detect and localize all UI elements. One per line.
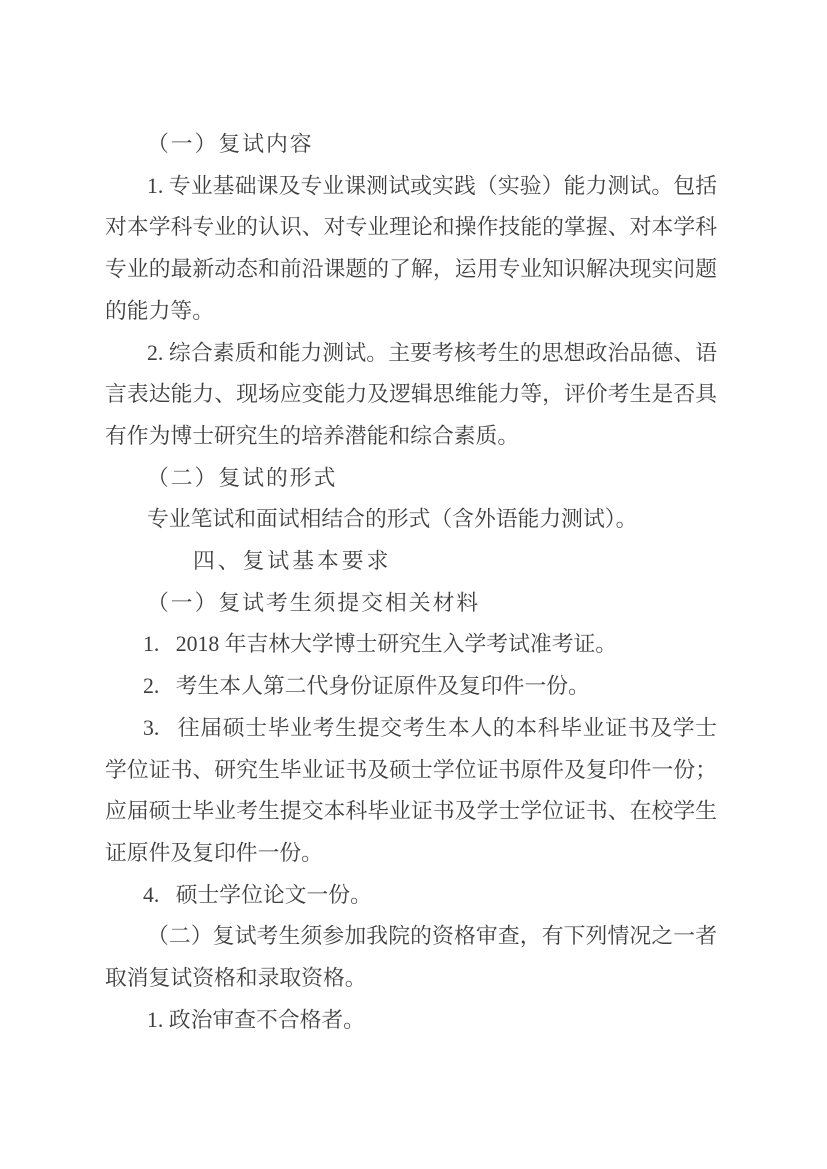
heading-review-content: （一）复试内容 — [147, 132, 314, 156]
heading-review-format: （二）复试的形式 — [147, 465, 338, 490]
heading-required-materials: （一）复试考生须提交相关材料 — [147, 590, 481, 615]
para-review-format-description: 专业笔试和面试相结合的形式（含外语能力测试）。 — [147, 507, 638, 532]
para-political-review-fail: 1. 政治审查不合格者。 — [147, 1007, 365, 1032]
list-item-diploma-certificates: 3. 往届硕士毕业考生提交考生本人的本科毕业证书及学士学位证书、研究生毕业证书及硕士学位证书原件及复印件一份；应届硕士毕业考生提交本科毕业证书及学士学位证书、在校学生证原件及复印件一份。 — [105, 715, 717, 865]
list-item-admission-ticket: 1. 2018 年吉林大学博士研究生入学考试准考证。 — [143, 632, 618, 657]
list-item-id-card: 2. 考生本人第二代身份证原件及复印件一份。 — [143, 674, 590, 699]
para-comprehensive-quality-test: 2. 综合素质和能力测试。主要考核考生的思想政治品德、语言表达能力、现场应变能力及逻辑思维能力等，评价考生是否具有作为博士研究生的培养潜能和综合素质。 — [105, 340, 717, 448]
heading-section-4-basic-requirements: 四、复试基本要求 — [193, 549, 392, 574]
para-qualification-review: （二）复试考生须参加我院的资格审查，有下列情况之一者取消复试资格和录取资格。 — [105, 924, 717, 991]
list-item-master-thesis: 4. 硕士学位论文一份。 — [143, 882, 372, 907]
para-professional-course-test: 1. 专业基础课及专业课测试或实践（实验）能力测试。包括对本学科专业的认识、对专业理论和操作技能的掌握、对本学科专业的最新动态和前沿课题的了解，运用专业知识解决现实问题的能力等。 — [105, 173, 717, 323]
